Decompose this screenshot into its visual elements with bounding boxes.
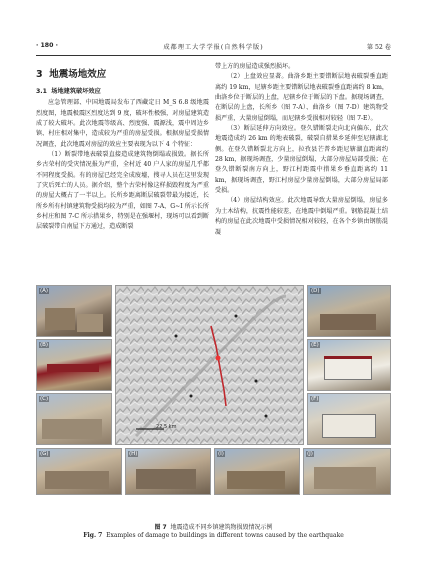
photo-panel-g: [36, 448, 122, 495]
panel-label: (J): [307, 451, 313, 457]
photo-panel-h: [125, 448, 211, 495]
figure-7: [36, 285, 391, 495]
panel-label: (F): [311, 396, 319, 402]
photo-panel-e: [307, 339, 391, 391]
volume-number: 第 52 卷: [366, 44, 391, 51]
header-rule: [36, 55, 391, 56]
relief-map-graphic: [116, 286, 304, 445]
figure-number-en: Fig. 7: [83, 532, 103, 539]
figure-caption-en: [36, 532, 391, 539]
page-header: [36, 42, 391, 54]
right-column: [215, 62, 388, 238]
paragraph: 带上方的房屋造成强烈损坏。: [215, 63, 295, 70]
section-number: 3: [36, 69, 43, 80]
caption-text-en: Examples of damage to buildings in different towns caused by the earthquake: [106, 532, 344, 539]
paragraph: （4）房屋结构效应。此次地震导致大量房屋倒塌，房屋多为土木结构，抗震性能较差，在地震中倒塌严重。钢筋混凝土结构的房屋在此次地震中受损情况相对较轻，在各个乡镇由钢筋混凝: [215, 197, 388, 236]
section-title: 地震场地效应: [49, 69, 107, 80]
paragraph: （1）断裂带地表破裂直接造成建筑物倒塌或损毁。据长所乡古荣村的受灾情况报为严重，全村近 40 户人家的房屋几乎都不同程度受损。有的房屋已经完全成废墟，搜寻人员在这里发现了灾后死亡的人员。据介绍，整个古荣村像这样损毁程度为严重的房屋大概占了一半以上。长所乡距离断层破裂带最为接近，长所乡所有村镇建筑物受损均较为严重，如图 7-A、G~I 所示长所乡村庄和图 7-C 所示措果乡，特别是在强堰村，现场可以看到断层破裂带自南屋下方通过，造成断裂: [36, 151, 209, 231]
panel-label: (I): [218, 451, 224, 457]
panel-label: (H): [129, 451, 138, 457]
page-number: · 180 ·: [36, 42, 58, 49]
panel-label: (A): [40, 288, 49, 294]
caption-text-zh: 地震造成不同乡镇建筑物损毁情况示例: [170, 524, 273, 531]
paragraph: （2）上盘效应显著。曲洛乡距主要错断层地表破裂垂直距离约 19 km，尼辖乡距主要错断层地表破裂垂直距离约 8 km，曲洛乡位于断层的上盘，尼辖乡位于断层的下盘。据现场调查，在断层的上盘，长所乡（图 7-A）、曲洛乡（图 7-D）建筑物受损严重，大量房屋倒塌，而尼辖乡受损相对较轻（图 7-E）。: [215, 73, 388, 122]
photo-panel-j: [303, 448, 391, 495]
panel-label: (G): [40, 451, 49, 457]
panel-label: (B): [40, 342, 49, 348]
photo-panel-c: [36, 393, 112, 445]
photo-panel-b: [36, 339, 112, 391]
panel-label: (D): [311, 288, 320, 294]
panel-label: (C): [40, 396, 49, 402]
photo-panel-a: [36, 285, 112, 337]
left-column: [36, 62, 209, 233]
section-heading: [36, 68, 209, 81]
photo-panel-i: [214, 448, 300, 495]
journal-title: 成都理工大学学报(自然科学版): [163, 44, 264, 51]
figure-number-zh: 图 7: [154, 524, 167, 531]
photo-panel-f: [307, 393, 391, 445]
subsection-number: 3.1: [36, 88, 47, 95]
shaded-relief-map: [115, 285, 304, 445]
panel-label: (E): [311, 342, 319, 348]
subsection-heading: [36, 87, 209, 97]
photo-panel-d: [307, 285, 391, 337]
subsection-title: 场地建筑破坏效应: [51, 88, 101, 95]
paragraph: （3）断层延伸方向效应。登久错断裂走向北向偏东，此次地震造成约 26 km 的地表破裂，破裂自措果乡延伸至尼辖湖北侧。在登久错断裂北方向上，拉孜县芒普乡距尼辖湖直距离约 28 km，据现场调查，少量房屋倒塌，大部分房屋局部受损；在登久错断裂南方向上，野江村距震中措果乡垂直距离约 11 km，据现场调查，野江村房屋少量房屋倒塌，大部分房屋局部受损。: [215, 125, 388, 195]
map-scale-label: 22.5 km: [156, 424, 177, 430]
figure-caption-zh: [36, 522, 391, 531]
epicenter-marker: [216, 356, 221, 361]
paragraph: 应急管理部、中国地震局发布了西藏定日 M_S 6.8 级地震烈度图，地震极震区烈度达到 9 度，破坏性极强，对房屋建筑造成了较大破坏。此次地震等级高、烈度强、震源浅，震中周边乡镇、村庄相对集中，造成较为严重的房屋受损。根据房屋受损情况调查，此次地震对房屋的效应主要表现为以下 4 个特征：: [36, 99, 209, 148]
